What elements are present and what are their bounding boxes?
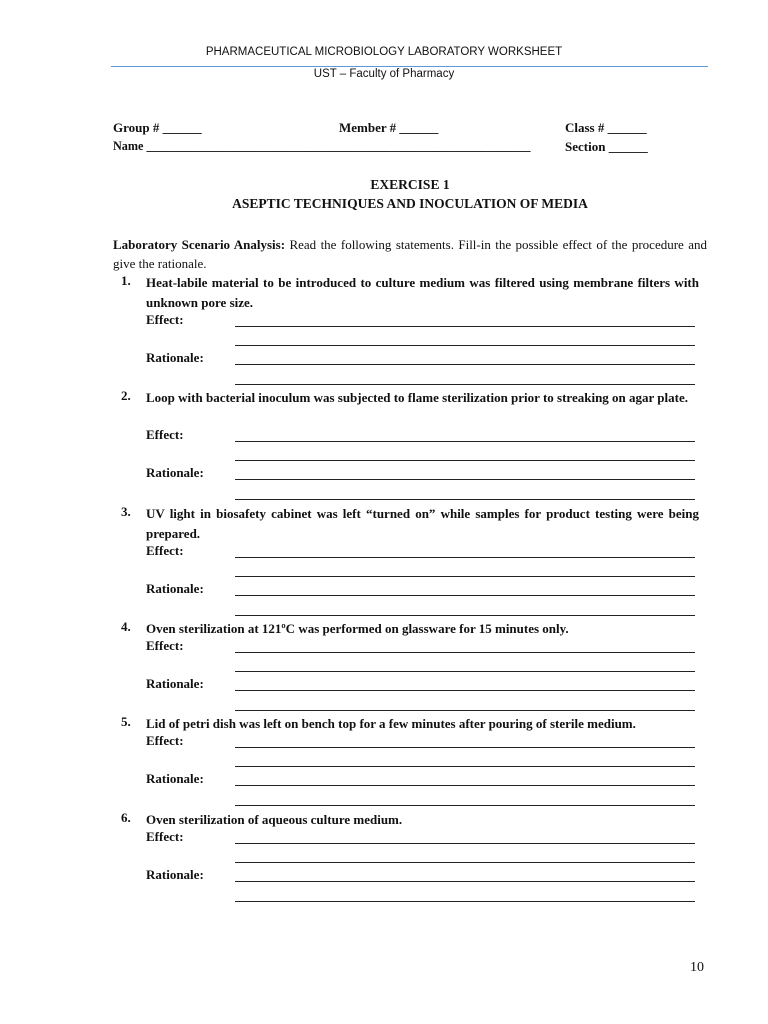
effect-answer-line[interactable]: [235, 671, 695, 672]
scenario-statement: Loop with bacterial inoculum was subjected to flame sterilization prior to streaking on agar plate.: [146, 390, 689, 405]
effect-answer-line[interactable]: [235, 862, 695, 863]
effect-label: Effect:: [146, 427, 184, 442]
rationale-answer-line[interactable]: [235, 901, 695, 902]
exercise-number: EXERCISE 1: [370, 177, 450, 192]
rationale-answer-line[interactable]: [235, 615, 695, 616]
scenario-number: 5.: [121, 714, 131, 729]
header-divider: [111, 66, 708, 67]
scenario-statement: UV light in biosafety cabinet was left “turned on” while samples for product testing were being prepared.: [146, 506, 699, 541]
instructions-text: Read the following statements. Fill-in the possible effect of the procedure and give the rationale.: [113, 237, 707, 271]
exercise-title: ASEPTIC TECHNIQUES AND INOCULATION OF MEDIA: [232, 196, 588, 211]
scenario-item: [113, 273, 707, 403]
class-field: Class # ______: [565, 120, 647, 135]
scenario-number: 3.: [121, 504, 131, 519]
rationale-answer-line[interactable]: [235, 595, 695, 596]
scenario-statement: Heat-labile material to be introduced to culture medium was filtered using membrane filters with unknown pore size.: [146, 275, 699, 310]
rationale-label: Rationale:: [146, 465, 204, 480]
effect-answer-line[interactable]: [235, 326, 695, 327]
worksheet-header-subtitle: UST – Faculty of Pharmacy: [313, 68, 455, 80]
instructions-label: Laboratory Scenario Analysis:: [113, 237, 286, 252]
scenario-number: 4.: [121, 619, 131, 634]
effect-answer-line[interactable]: [235, 766, 695, 767]
section-field: Section ______: [565, 139, 648, 154]
rationale-answer-line[interactable]: [235, 479, 695, 480]
effect-answer-line[interactable]: [235, 557, 695, 558]
rationale-answer-line[interactable]: [235, 785, 695, 786]
rationale-answer-line[interactable]: [235, 710, 695, 711]
rationale-label: Rationale:: [146, 867, 204, 882]
rationale-answer-line[interactable]: [235, 499, 695, 500]
member-field: Member # ______: [339, 120, 439, 135]
scenario-number: 2.: [121, 388, 131, 403]
scenario-statement: Oven sterilization at 121ºC was performed on glassware for 15 minutes only.: [146, 621, 569, 636]
effect-answer-line[interactable]: [235, 843, 695, 844]
name-field: Name _______________________________________________________________: [113, 139, 531, 153]
effect-answer-line[interactable]: [235, 747, 695, 748]
group-field: Group # ______: [113, 120, 202, 135]
rationale-label: Rationale:: [146, 581, 204, 596]
effect-answer-line[interactable]: [235, 460, 695, 461]
rationale-answer-line[interactable]: [235, 805, 695, 806]
effect-label: Effect:: [146, 543, 184, 558]
effect-label: Effect:: [146, 312, 184, 327]
scenario-item: [113, 810, 707, 940]
rationale-label: Rationale:: [146, 771, 204, 786]
page-number: 10: [690, 960, 704, 975]
rationale-answer-line[interactable]: [235, 384, 695, 385]
effect-answer-line[interactable]: [235, 652, 695, 653]
worksheet-header-title: PHARMACEUTICAL MICROBIOLOGY LABORATORY WORKSHEET: [205, 46, 563, 58]
scenario-number: 6.: [121, 810, 131, 825]
scenario-item: [113, 388, 707, 518]
rationale-answer-line[interactable]: [235, 690, 695, 691]
rationale-label: Rationale:: [146, 676, 204, 691]
scenario-statement: Lid of petri dish was left on bench top for a few minutes after pouring of sterile medium.: [146, 716, 636, 731]
effect-label: Effect:: [146, 829, 184, 844]
scenario-number: 1.: [121, 273, 131, 288]
rationale-answer-line[interactable]: [235, 364, 695, 365]
effect-label: Effect:: [146, 638, 184, 653]
rationale-answer-line[interactable]: [235, 881, 695, 882]
effect-answer-line[interactable]: [235, 345, 695, 346]
rationale-label: Rationale:: [146, 350, 204, 365]
scenario-item: [113, 504, 707, 634]
scenario-statement: Oven sterilization of aqueous culture medium.: [146, 812, 403, 827]
effect-answer-line[interactable]: [235, 576, 695, 577]
effect-answer-line[interactable]: [235, 441, 695, 442]
effect-label: Effect:: [146, 733, 184, 748]
instructions: [113, 235, 707, 273]
